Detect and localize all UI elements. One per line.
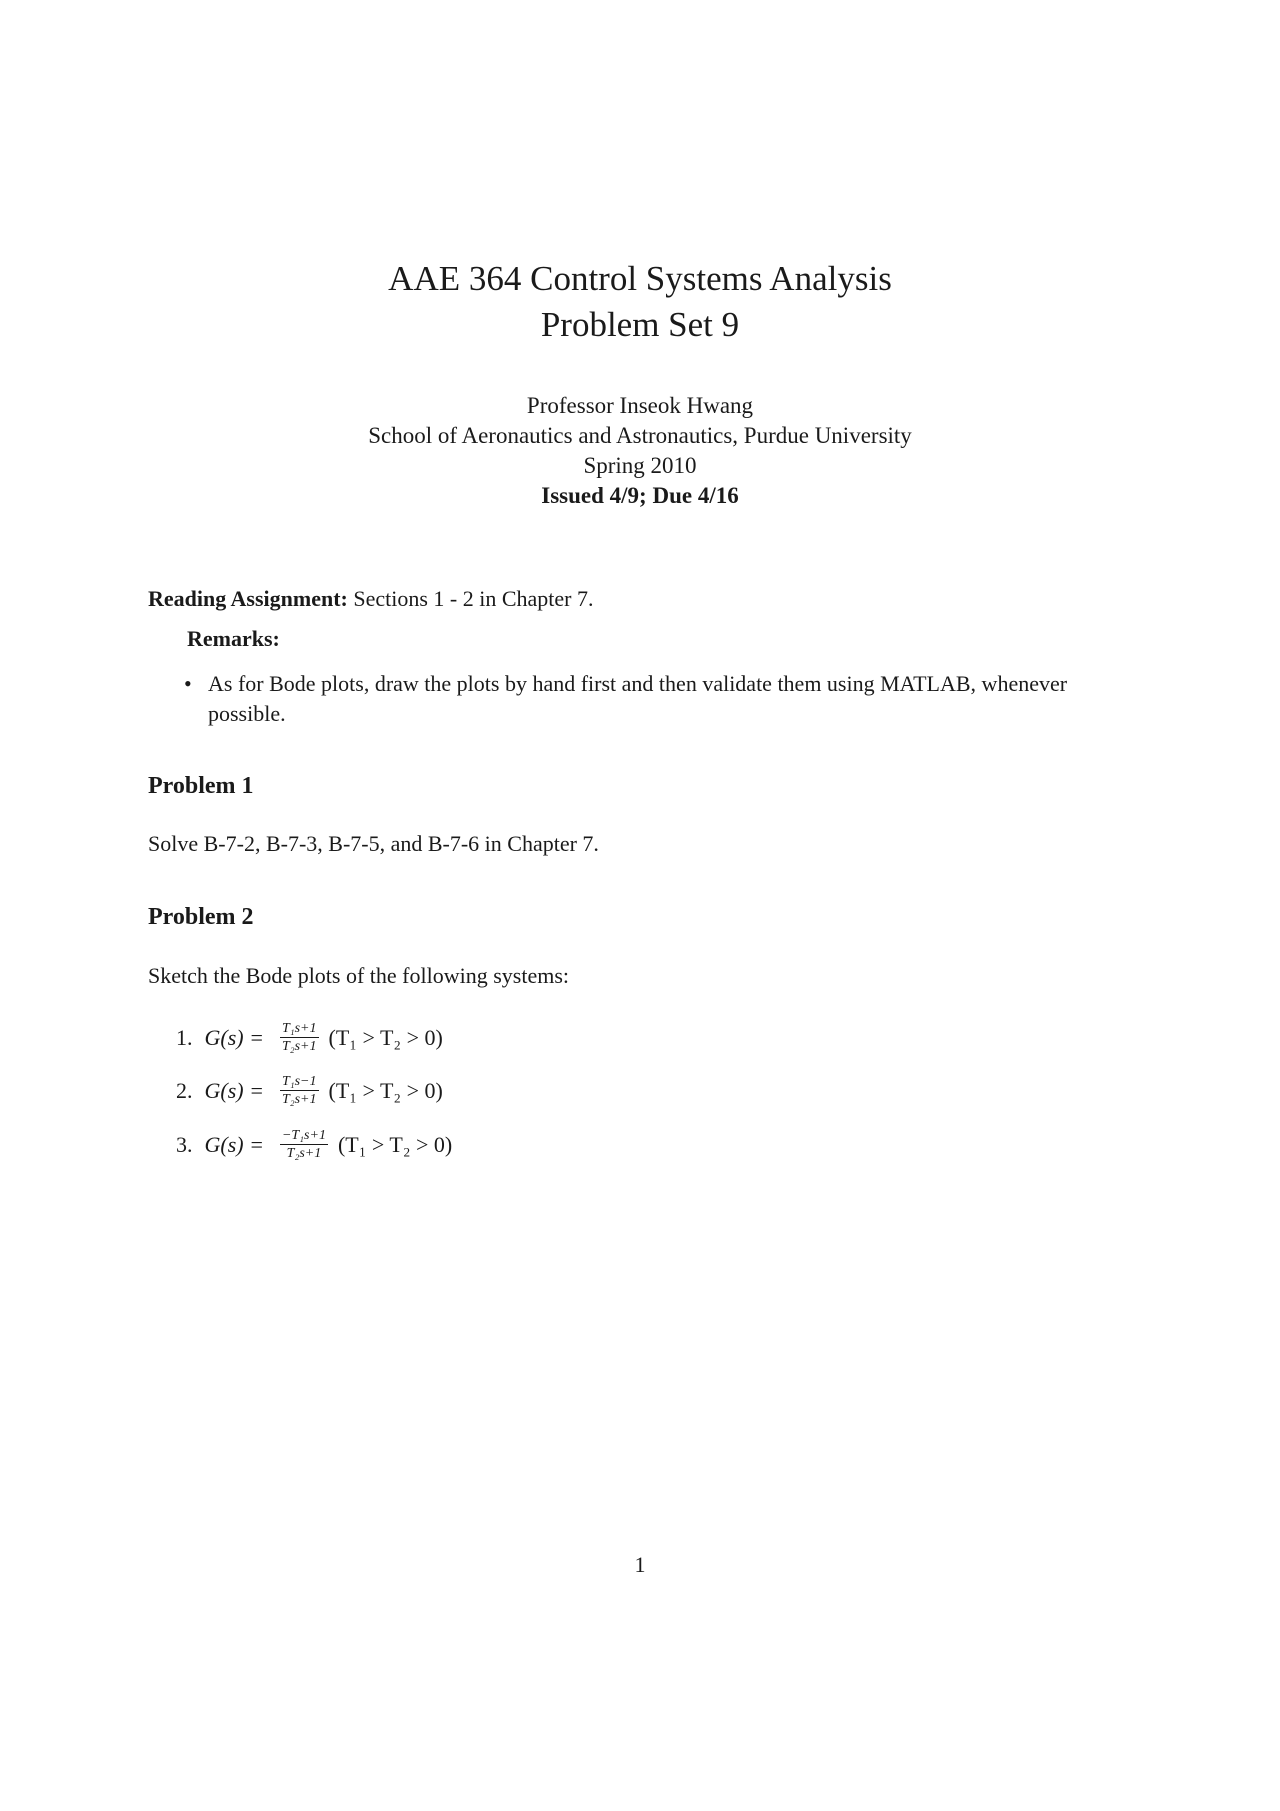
- reading-assignment-label: Reading Assignment:: [148, 586, 348, 611]
- item-number: 2.: [176, 1077, 193, 1103]
- title-block: [0, 256, 1280, 348]
- problem-2-text: Sketch the Bode plots of the following systems:: [148, 963, 570, 988]
- system-item-3: [176, 1128, 452, 1161]
- problem-set-title: Problem Set 9: [540, 305, 740, 344]
- reading-assignment-text: Sections 1 - 2 in Chapter 7.: [353, 586, 594, 611]
- reading-assignment: [148, 584, 594, 614]
- course-title: AAE 364 Control Systems Analysis: [388, 259, 892, 298]
- problem-1-text: Solve B-7-2, B-7-3, B-7-5, and B-7-6 in Chapter 7.: [148, 831, 599, 856]
- remark-line-2: possible.: [208, 701, 286, 726]
- problem-2-heading: Problem 2: [148, 904, 254, 930]
- author-block: [0, 391, 1280, 511]
- term: Spring 2010: [583, 453, 697, 478]
- author-name: Professor Inseok Hwang: [526, 393, 754, 418]
- issue-due-dates: Issued 4/9; Due 4/16: [541, 483, 739, 508]
- problem-1-heading: Problem 1: [148, 773, 254, 799]
- transfer-function-lhs: G(s) =: [204, 1024, 264, 1050]
- fraction-numerator: −T₁s+1: [281, 1128, 326, 1143]
- list-item: [182, 669, 1182, 729]
- fraction-numerator: T₁s+1: [281, 1021, 317, 1036]
- item-number: 1.: [176, 1024, 193, 1050]
- system-item-2: [176, 1074, 443, 1107]
- transfer-function-lhs: G(s) =: [204, 1131, 264, 1157]
- item-number: 3.: [176, 1131, 193, 1157]
- fraction-denominator: T₂s+1: [281, 1092, 317, 1107]
- fraction-denominator: T₂s+1: [286, 1146, 322, 1161]
- transfer-function-lhs: G(s) =: [204, 1077, 264, 1103]
- condition: (T₁ > T₂ > 0): [337, 1131, 453, 1157]
- fraction-denominator: T₂s+1: [281, 1039, 317, 1054]
- author-affiliation: School of Aeronautics and Astronautics, Purdue University: [368, 423, 912, 448]
- condition: (T₁ > T₂ > 0): [328, 1024, 443, 1050]
- page-number: 1: [634, 1552, 646, 1577]
- fraction-numerator: T₁s−1: [281, 1074, 317, 1089]
- system-item-1: [176, 1021, 443, 1054]
- transfer-function-fraction: [280, 1128, 328, 1161]
- remarks-heading: Remarks:: [187, 626, 280, 651]
- remarks-list: [182, 669, 1182, 729]
- transfer-function-fraction: [280, 1074, 319, 1107]
- transfer-function-fraction: [280, 1021, 319, 1054]
- condition: (T₁ > T₂ > 0): [328, 1077, 443, 1103]
- remark-line-1: As for Bode plots, draw the plots by hand first and then validate them using MATLAB, whenever: [208, 671, 1068, 696]
- bullet-icon: •: [184, 671, 192, 696]
